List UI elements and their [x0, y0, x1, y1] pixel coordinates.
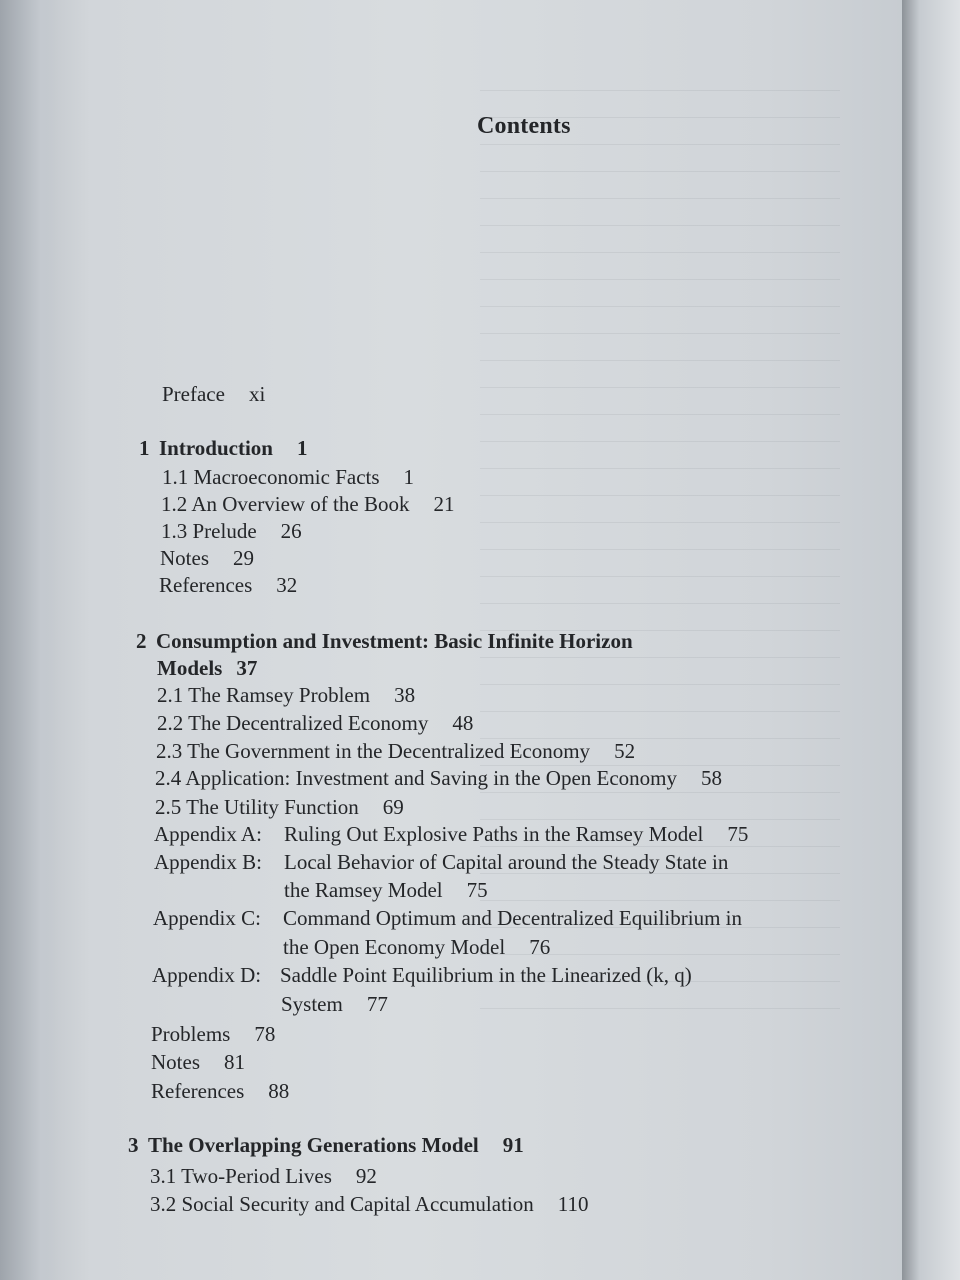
toc-entry [151, 1052, 245, 1073]
section-page: 38 [394, 683, 416, 707]
chapter-title: The Overlapping Generations Model [148, 1133, 479, 1157]
section-title: Application: Investment and Saving in the Open Economy [185, 766, 677, 790]
toc-entry [155, 768, 722, 789]
section-page: 58 [701, 766, 722, 790]
chapter-2-heading-continued [157, 658, 257, 679]
section-number: 2.3 [156, 739, 183, 763]
appendix-page: 77 [366, 992, 388, 1016]
entry-title: References [151, 1079, 245, 1103]
section-title: Macroeconomic Facts [193, 465, 380, 489]
appendix-title: Saddle Point Equilibrium in the Linearized (k, q) [280, 963, 692, 987]
appendix-title-line-2: System [281, 992, 343, 1016]
section-title: Prelude [192, 519, 257, 543]
section-title: Two-Period Lives [181, 1164, 332, 1188]
section-number: 3.2 [150, 1192, 177, 1216]
toc-entry [160, 548, 254, 569]
chapter-title: Introduction [159, 436, 273, 460]
toc-entry [157, 685, 415, 706]
page-title: Contents [477, 113, 571, 139]
chapter-number: 2 [136, 629, 147, 653]
toc-entry [150, 1194, 589, 1215]
chapter-1-heading [139, 438, 307, 459]
chapter-number: 3 [128, 1133, 139, 1157]
appendix-title: Command Optimum and Decentralized Equilibrium in [283, 906, 742, 930]
toc-entry [157, 713, 473, 734]
toc-entry [155, 797, 404, 818]
appendix-label: Appendix B: [154, 850, 262, 874]
section-title: The Utility Function [186, 795, 359, 819]
toc-entry [151, 1024, 275, 1045]
section-title: The Government in the Decentralized Economy [187, 739, 591, 763]
entry-page: 32 [276, 573, 298, 597]
appendix-entry-continued [284, 880, 488, 901]
appendix-entry-continued [283, 937, 550, 958]
section-page: 26 [280, 519, 302, 543]
preface-entry [162, 384, 265, 405]
chapter-3-heading [128, 1135, 524, 1156]
section-page: 92 [355, 1164, 377, 1188]
appendix-entry [153, 908, 742, 929]
chapter-page: 37 [236, 656, 258, 680]
toc-entry [161, 521, 302, 542]
section-page: 69 [382, 795, 404, 819]
section-page: 52 [614, 739, 636, 763]
appendix-label: Appendix C: [153, 906, 261, 930]
section-number: 1.2 [161, 492, 188, 516]
section-page: 110 [557, 1192, 589, 1216]
appendix-label: Appendix D: [152, 963, 262, 987]
appendix-entry [154, 852, 728, 873]
appendix-title: Ruling Out Explosive Paths in the Ramsey Model [284, 822, 704, 846]
entry-page: 88 [268, 1079, 290, 1103]
entry-page: 29 [233, 546, 254, 570]
entry-title: Problems [151, 1022, 231, 1046]
toc-entry [161, 494, 454, 515]
chapter-title-line-1: Consumption and Investment: Basic Infinite Horizon [156, 629, 633, 653]
chapter-page: 1 [296, 436, 308, 460]
appendix-page: 75 [466, 878, 488, 902]
section-title: An Overview of the Book [191, 492, 410, 516]
section-number: 1.3 [161, 519, 188, 543]
appendix-title-line-2: the Open Economy Model [283, 935, 506, 959]
toc-entry [156, 741, 635, 762]
chapter-title-line-2: Models [157, 656, 223, 680]
entry-title: References [159, 573, 253, 597]
entry-title: Notes [160, 546, 209, 570]
appendix-page: 75 [727, 822, 749, 846]
section-number: 2.5 [155, 795, 182, 819]
preface-page: xi [248, 382, 266, 406]
appendix-title: Local Behavior of Capital around the Steady State in [284, 850, 729, 874]
toc-entry [151, 1081, 289, 1102]
entry-page: 78 [254, 1022, 276, 1046]
section-page: 21 [433, 492, 455, 516]
section-number: 2.4 [155, 766, 182, 790]
section-title: The Decentralized Economy [188, 711, 429, 735]
chapter-number: 1 [139, 436, 150, 460]
section-title: The Ramsey Problem [188, 683, 371, 707]
section-number: 2.2 [157, 711, 184, 735]
entry-title: Notes [151, 1050, 200, 1074]
chapter-page: 91 [502, 1133, 524, 1157]
appendix-label: Appendix A: [154, 822, 262, 846]
toc-entry [162, 467, 414, 488]
appendix-entry [154, 824, 748, 845]
preface-label: Preface [162, 382, 225, 406]
section-page: 48 [452, 711, 474, 735]
appendix-title-line-2: the Ramsey Model [284, 878, 443, 902]
appendix-entry-continued [281, 994, 388, 1015]
section-page: 1 [403, 465, 415, 489]
chapter-2-heading [136, 631, 633, 652]
entry-page: 81 [224, 1050, 245, 1074]
section-number: 1.1 [162, 465, 189, 489]
section-number: 2.1 [157, 683, 184, 707]
toc-entry [159, 575, 297, 596]
section-number: 3.1 [150, 1164, 177, 1188]
toc-entry [150, 1166, 377, 1187]
appendix-page: 76 [529, 935, 551, 959]
appendix-entry [152, 965, 692, 986]
section-title: Social Security and Capital Accumulation [181, 1192, 534, 1216]
